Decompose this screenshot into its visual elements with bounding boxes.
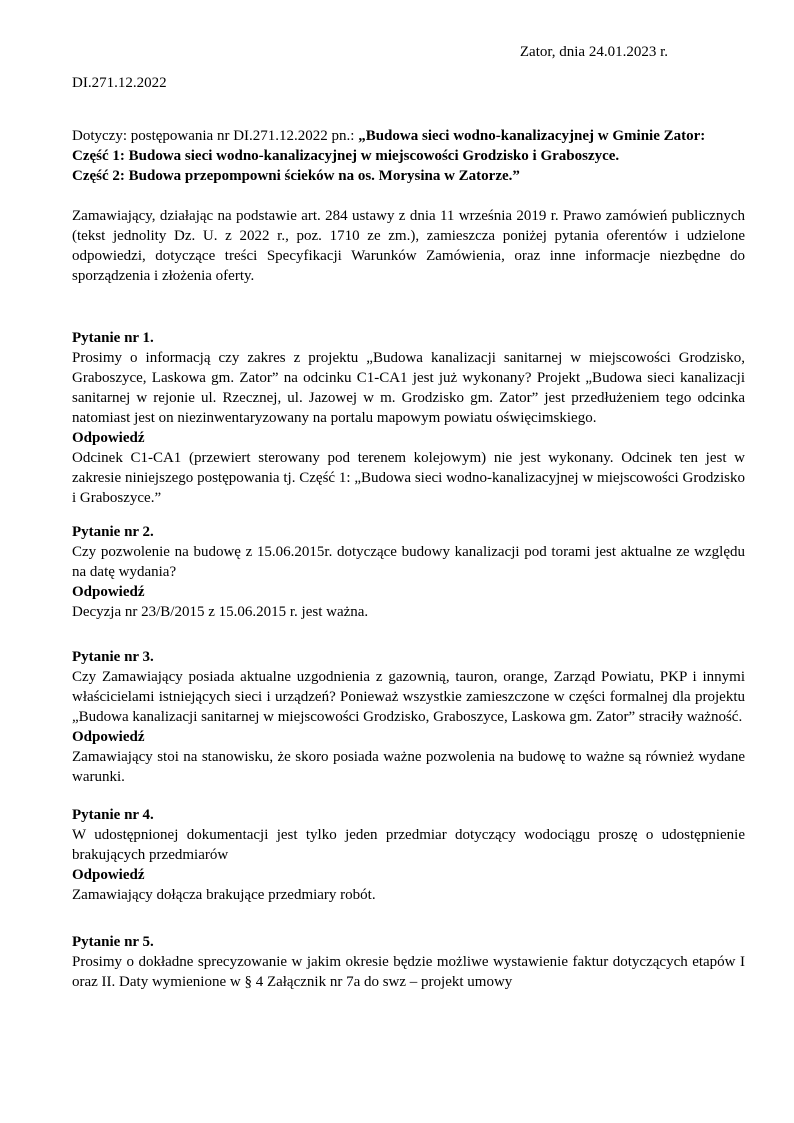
subject-part-2: Część 2: Budowa przepompowni ścieków na os. Morysina w Zatorze.”	[72, 168, 520, 184]
qa-block	[72, 805, 745, 905]
qa-block	[72, 522, 745, 622]
answer-text: Zamawiający stoi na stanowisku, że skoro posiada ważne pozwolenia na budowę to ważne są również wydane warunki.	[72, 749, 745, 785]
question-text: Czy pozwolenie na budowę z 15.06.2015r. dotyczące budowy kanalizacji pod torami jest aktualne ze względu na datę wydania?	[72, 544, 745, 580]
qa-block	[72, 647, 745, 787]
question-text: W udostępnionej dokumentacji jest tylko jeden przedmiar dotyczący wodociągu proszę o udostępnienie brakujących przedmiarów	[72, 827, 745, 863]
question-heading: Pytanie nr 3.	[72, 649, 154, 665]
reference-number: DI.271.12.2022	[72, 75, 167, 91]
answer-text: Odcinek C1-CA1 (przewiert sterowany pod terenem kolejowym) nie jest wykonany. Odcinek ten jest w zakresie niniejszego postępowania tj. Część 1: „Budowa sieci wodno-kanalizacyjnej w miejscowości Grodzisko i Graboszyce.”	[72, 450, 745, 506]
question-heading: Pytanie nr 1.	[72, 330, 154, 346]
intro-paragraph: Zamawiający, działając na podstawie art. 284 ustawy z dnia 11 września 2019 r. Prawo zamówień publicznych (tekst jednolity Dz. U. z 2022 r., poz. 1710 ze zm.), zamieszcza poniżej pytania oferentów i udzielone odpowiedzi, dotyczące treści Specyfikacji Warunków Zamówienia, oraz inne informacje niezbędne do sporządzenia i złożenia oferty.	[72, 208, 745, 284]
answer-label: Odpowiedź	[72, 867, 145, 883]
question-heading: Pytanie nr 5.	[72, 934, 154, 950]
answer-text: Zamawiający dołącza brakujące przedmiary robót.	[72, 887, 376, 903]
question-heading: Pytanie nr 4.	[72, 807, 154, 823]
question-text: Prosimy o dokładne sprecyzowanie w jakim okresie będzie możliwe wystawienie faktur dotyczących etapów I oraz II. Daty wymienione w § 4 Załącznik nr 7a do swz – projekt umowy	[72, 954, 745, 990]
question-text: Czy Zamawiający posiada aktualne uzgodnienia z gazownią, tauron, orange, Zarząd Powiatu, PKP i innymi właścicielami istniejących sieci i urządzeń? Ponieważ wszystkie zamieszczone w części formalnej dla projektu „Budowa kanalizacji sanitarnej w miejscowości Grodzisko, Graboszyce, Laskowa gm. Zator” straciły ważność.	[72, 669, 745, 725]
subject-paragraph	[72, 126, 745, 186]
subject-part-1: Część 1: Budowa sieci wodno-kanalizacyjnej w miejscowości Grodzisko i Graboszyce.	[72, 148, 620, 164]
qa-block	[72, 932, 745, 992]
question-text: Prosimy o informacją czy zakres z projektu „Budowa kanalizacji sanitarnej w miejscowości Grodzisko, Graboszyce, Laskowa gm. Zator” na odcinku C1-CA1 jest już wykonany? Projekt „Budowa sieci kanalizacji sanitarnej w rejonie ul. Rzecznej, ul. Jazowej w m. Grodzisko gm. Zator” jest przedłużeniem tego odcinka natomiast jest on niezinwentaryzowany na portalu mapowym powiatu oświęcimskiego.	[72, 350, 745, 426]
qa-list	[72, 328, 745, 992]
answer-text: Decyzja nr 23/B/2015 z 15.06.2015 r. jest ważna.	[72, 604, 369, 620]
answer-label: Odpowiedź	[72, 430, 145, 446]
answer-label: Odpowiedź	[72, 584, 145, 600]
answer-label: Odpowiedź	[72, 729, 145, 745]
document-date: Zator, dnia 24.01.2023 r.	[519, 44, 668, 60]
subject-prefix: Dotyczy: postępowania nr DI.271.12.2022 pn.:	[72, 128, 359, 144]
subject-title: „Budowa sieci wodno-kanalizacyjnej w Gminie Zator:	[358, 128, 706, 144]
qa-block	[72, 328, 745, 508]
question-heading: Pytanie nr 2.	[72, 524, 154, 540]
